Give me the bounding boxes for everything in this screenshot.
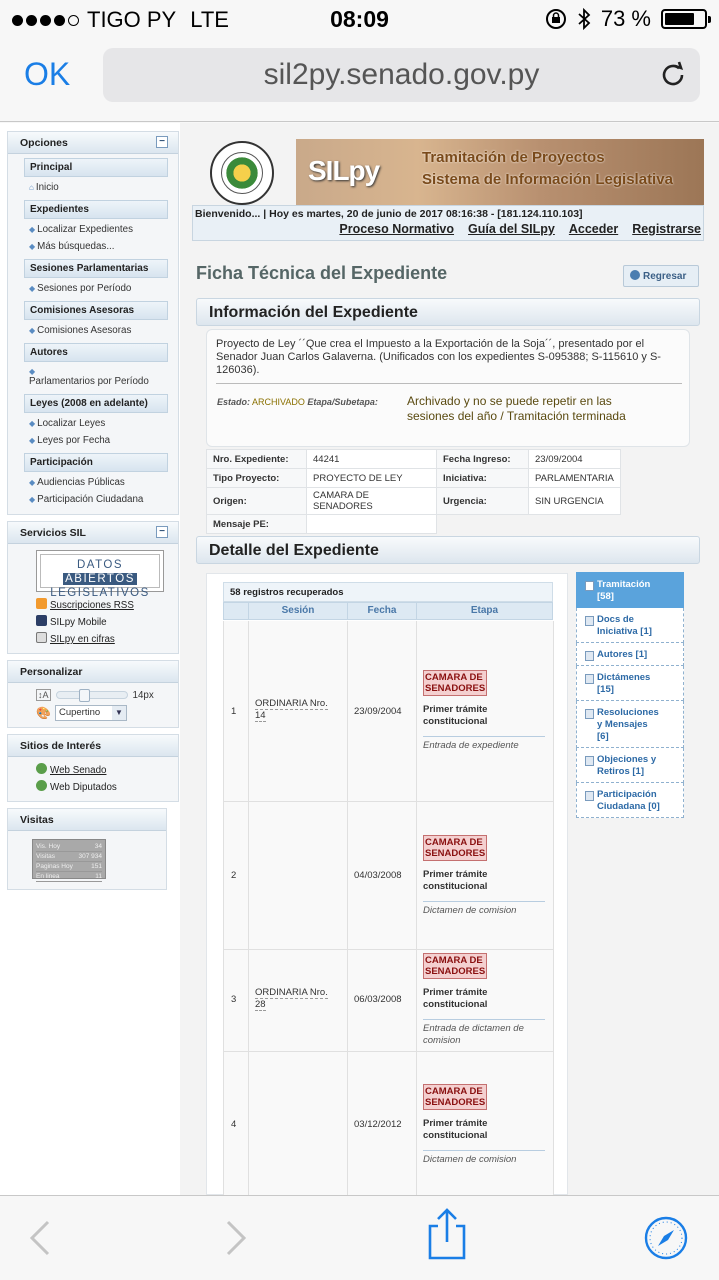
font-size-slider[interactable] xyxy=(56,691,128,699)
link-inicio[interactable]: ⌂ Inicio xyxy=(29,182,59,193)
browser-toolbar xyxy=(0,1195,719,1280)
row-tramite: Primer trámite constitucional xyxy=(423,869,488,892)
chevron-down-icon: ▼ xyxy=(112,706,126,720)
row-number: 3 xyxy=(231,994,237,1005)
row-fecha: 03/12/2012 xyxy=(354,1119,402,1130)
origen-label: Origen: xyxy=(207,488,307,515)
document-icon xyxy=(585,709,594,719)
rotation-lock-icon xyxy=(545,8,567,30)
tab-dictamenes[interactable]: Dictámenes [15] xyxy=(576,666,684,701)
urgencia-label: Urgencia: xyxy=(437,488,529,515)
estado-value: ARCHIVADO xyxy=(252,397,305,407)
nav-acceder[interactable]: Acceder xyxy=(568,222,619,236)
camara-badge: CAMARA DE SENADORES xyxy=(425,837,486,859)
nav-registrarse[interactable]: Registrarse xyxy=(632,222,701,236)
info-box xyxy=(206,329,690,447)
url-text: sil2py.senado.gov.py xyxy=(263,58,540,91)
expediente-description: Proyecto de Ley ´´Que crea el Impuesto a la Exportación de la Soja´´, presentado por el Senador Juan Carlos Galaverna. (Unificados con los expedientes S-095388; S-115610 y S-126036). xyxy=(216,338,661,376)
info-section-header: Información del Expediente xyxy=(196,298,700,326)
globe-icon xyxy=(36,780,47,791)
welcome-text: Bienvenido... | Hoy es martes, 20 de junio de 2017 08:16:38 - [181.124.110.103] xyxy=(195,208,583,220)
nro-label: Nro. Expediente: xyxy=(207,450,307,469)
back-arrow-icon[interactable] xyxy=(18,1216,62,1260)
mensaje-value xyxy=(307,515,437,534)
document-icon xyxy=(585,674,594,684)
tipo-value: PROYECTO DE LEY xyxy=(307,469,437,488)
globe-icon xyxy=(36,763,47,774)
section-principal: Principal xyxy=(24,158,168,177)
etapa-value-1: Archivado y no se puede repetir en las xyxy=(407,394,612,408)
tab-docs-iniciativa[interactable]: Docs de Iniciativa [1] xyxy=(576,608,684,643)
row-fecha: 23/09/2004 xyxy=(354,706,402,717)
home-icon: ⌂ xyxy=(29,183,34,192)
battery-percent: 73 % xyxy=(600,6,651,31)
expediente-fields-table xyxy=(206,449,621,534)
tab-tramitacion[interactable]: Tramitación [58] xyxy=(576,572,684,608)
row-tramite: Primer trámite constitucional xyxy=(423,1118,488,1141)
document-icon xyxy=(585,791,594,801)
link-audiencias[interactable]: ◆ Audiencias Públicas xyxy=(29,477,125,488)
link-localizar-expedientes[interactable]: ◆ Localizar Expedientes xyxy=(29,224,134,235)
datos-word: DATOS xyxy=(76,559,124,571)
nav-guia-silpy[interactable]: Guía del SILpy xyxy=(468,222,555,236)
col-header-sesion: Sesión xyxy=(248,602,348,620)
document-icon xyxy=(585,581,594,591)
tab-participacion[interactable]: Participación Ciudadana [0] xyxy=(576,783,684,818)
banner-title-1: Tramitación de Proyectos xyxy=(422,149,605,166)
bullet-icon: ◆ xyxy=(29,225,36,234)
detalle-section-header: Detalle del Expediente xyxy=(196,536,700,564)
datos-abiertos-banner[interactable] xyxy=(36,550,164,599)
col-header-num xyxy=(223,602,249,620)
personalizar-panel xyxy=(7,660,179,728)
servicios-panel xyxy=(7,521,179,654)
font-size-icon: ↕A xyxy=(38,690,49,700)
reload-icon[interactable] xyxy=(658,60,688,90)
row-tramite: Primer trámite constitucional xyxy=(423,987,488,1010)
rss-icon xyxy=(36,598,47,609)
row-divider xyxy=(223,949,553,950)
mensaje-label: Mensaje PE: xyxy=(207,515,307,534)
collapse-icon[interactable]: − xyxy=(156,136,168,148)
republic-seal-logo xyxy=(210,141,274,205)
fecha-label: Fecha Ingreso: xyxy=(437,450,529,469)
row-etapa: Dictamen de comision xyxy=(423,1150,545,1166)
bluetooth-icon xyxy=(577,7,591,31)
row-number: 4 xyxy=(231,1119,237,1130)
banner-title-2: Sistema de Información Legislativa xyxy=(422,171,673,188)
abiertos-word: ABIERTOS xyxy=(65,573,135,585)
font-size-value: 14px xyxy=(132,689,154,701)
detail-tabs xyxy=(576,572,684,818)
row-tramite: Primer trámite constitucional xyxy=(423,704,488,727)
row-number: 1 xyxy=(231,706,237,717)
personalizar-title: Personalizar xyxy=(20,666,83,678)
slider-handle[interactable] xyxy=(79,689,90,702)
document-icon xyxy=(585,616,594,626)
visitas-title: Visitas xyxy=(20,814,54,826)
row-fecha: 06/03/2008 xyxy=(354,994,402,1005)
nro-value: 44241 xyxy=(307,450,437,469)
urgencia-value: SIN URGENCIA xyxy=(529,488,621,515)
bullet-icon: ◆ xyxy=(29,419,36,428)
link-silpy-mobile[interactable]: SILpy Mobile xyxy=(36,613,178,630)
url-field[interactable] xyxy=(103,48,700,102)
link-sesiones-periodo[interactable]: ◆ Sesiones por Período xyxy=(29,283,132,294)
link-icon xyxy=(585,756,594,766)
silpy-logo: SILpy xyxy=(308,155,380,186)
row-etapa: Entrada de expediente xyxy=(423,736,545,752)
section-expedientes: Expedientes xyxy=(24,200,168,219)
bullet-icon: ◆ xyxy=(29,284,36,293)
back-button[interactable]: Regresar xyxy=(623,265,699,287)
user-icon xyxy=(585,651,594,661)
network-type: LTE xyxy=(190,7,229,32)
estado-label: Estado: xyxy=(217,397,251,407)
records-count: 58 registros recuperados xyxy=(223,582,553,602)
link-mas-busquedas[interactable]: ◆ Más búsquedas... xyxy=(29,241,115,252)
page-title: Ficha Técnica del Expediente xyxy=(196,263,448,283)
bullet-icon: ◆ xyxy=(29,478,36,487)
share-icon[interactable] xyxy=(425,1208,469,1262)
left-sidebar xyxy=(7,131,179,896)
tramitacion-panel xyxy=(206,573,568,1195)
bullet-icon: ◆ xyxy=(29,495,36,504)
forward-arrow-icon[interactable] xyxy=(214,1216,258,1260)
theme-select[interactable]: Cupertino ▼ xyxy=(55,705,127,721)
bullet-icon: ◆ xyxy=(29,367,36,376)
mobile-icon xyxy=(36,615,47,626)
camara-badge: CAMARA DE SENADORES xyxy=(425,1086,486,1108)
legislativos-word: LEGISLATIVOS xyxy=(50,587,150,599)
camara-badge: CAMARA DE SENADORES xyxy=(425,955,486,977)
section-sesiones: Sesiones Parlamentarias xyxy=(24,259,168,278)
etapa-label: Etapa/Subetapa: xyxy=(307,397,378,407)
column-divider xyxy=(347,621,348,1195)
back-icon xyxy=(630,270,640,280)
fecha-value: 23/09/2004 xyxy=(529,450,621,469)
section-autores: Autores xyxy=(24,343,168,362)
row-fecha: 04/03/2008 xyxy=(354,870,402,881)
collapse-icon[interactable]: − xyxy=(156,526,168,538)
section-leyes: Leyes (2008 en adelante) xyxy=(24,394,168,413)
column-divider xyxy=(553,621,554,1195)
origen-value: CAMARA DE SENADORES xyxy=(307,488,437,515)
servicios-title: Servicios SIL xyxy=(20,527,86,539)
chart-icon xyxy=(36,632,47,643)
web-viewport xyxy=(0,123,719,1195)
sitios-title: Sitios de Interés xyxy=(20,740,102,752)
iniciativa-label: Iniciativa: xyxy=(437,469,529,488)
divider xyxy=(216,383,682,384)
clock: 08:09 xyxy=(330,6,389,32)
bullet-icon: ◆ xyxy=(29,436,36,445)
link-leyes-fecha[interactable]: ◆ Leyes por Fecha xyxy=(29,435,111,446)
visitas-panel xyxy=(7,808,167,890)
col-header-etapa: Etapa xyxy=(416,602,553,620)
section-participacion: Participación xyxy=(24,453,168,472)
carrier-name: TIGO PY xyxy=(87,7,177,32)
link-silpy-cifras[interactable]: SILpy en cifras xyxy=(36,630,178,647)
tab-objeciones[interactable]: Objeciones y Retiros [1] xyxy=(576,748,684,783)
palette-icon: 🎨 xyxy=(36,706,51,720)
row-divider xyxy=(223,801,553,802)
opciones-panel xyxy=(7,131,179,515)
nav-proceso-normativo[interactable]: Proceso Normativo xyxy=(339,222,455,236)
link-parlamentarios[interactable]: ◆ Parlamentarios por Período xyxy=(29,364,178,390)
link-web-diputados[interactable]: Web Diputados xyxy=(36,778,178,795)
column-divider xyxy=(248,621,249,1195)
link-comisiones-asesoras[interactable]: ◆ Comisiones Asesoras xyxy=(29,325,132,336)
row-sesion[interactable]: ORDINARIA Nro. 14 xyxy=(255,698,328,721)
column-divider xyxy=(416,621,417,1195)
row-number: 2 xyxy=(231,870,237,881)
battery-icon xyxy=(661,9,707,29)
welcome-bar xyxy=(192,205,704,241)
browser-address-bar xyxy=(0,40,719,122)
visitas-counter: Vis. Hoy 34 Visitas 307 934 Paginas Hoy 151 En linea 11 xyxy=(32,839,106,879)
status-bar xyxy=(0,0,719,40)
link-participacion-ciudadana[interactable]: ◆ Participación Ciudadana xyxy=(29,494,144,505)
bullet-icon: ◆ xyxy=(29,326,36,335)
site-banner xyxy=(192,139,704,205)
row-etapa: Dictamen de comision xyxy=(423,901,545,917)
banner-image xyxy=(296,139,704,205)
tab-resoluciones[interactable]: Resoluciones y Mensajes [6] xyxy=(576,701,684,748)
row-sesion[interactable]: ORDINARIA Nro. 28 xyxy=(255,987,328,1010)
camara-badge: CAMARA DE SENADORES xyxy=(425,672,486,694)
row-etapa: Entrada de dictamen de comision xyxy=(423,1019,545,1047)
done-button[interactable]: OK xyxy=(24,56,71,92)
compass-icon[interactable] xyxy=(644,1216,688,1260)
tipo-label: Tipo Proyecto: xyxy=(207,469,307,488)
opciones-title: Opciones xyxy=(20,137,68,149)
tab-autores[interactable]: Autores [1] xyxy=(576,643,684,666)
link-rss[interactable]: Suscripciones RSS xyxy=(36,596,178,613)
etapa-value-2: sesiones del año / Tramitación terminada xyxy=(407,409,626,423)
link-localizar-leyes[interactable]: ◆ Localizar Leyes xyxy=(29,418,106,429)
sitios-panel xyxy=(7,734,179,802)
row-divider xyxy=(223,1051,553,1052)
col-header-fecha: Fecha xyxy=(347,602,417,620)
link-web-senado[interactable]: Web Senado xyxy=(36,761,178,778)
bullet-icon: ◆ xyxy=(29,242,36,251)
iniciativa-value: PARLAMENTARIA xyxy=(529,469,621,488)
section-comisiones: Comisiones Asesoras xyxy=(24,301,168,320)
main-content xyxy=(180,123,719,1195)
